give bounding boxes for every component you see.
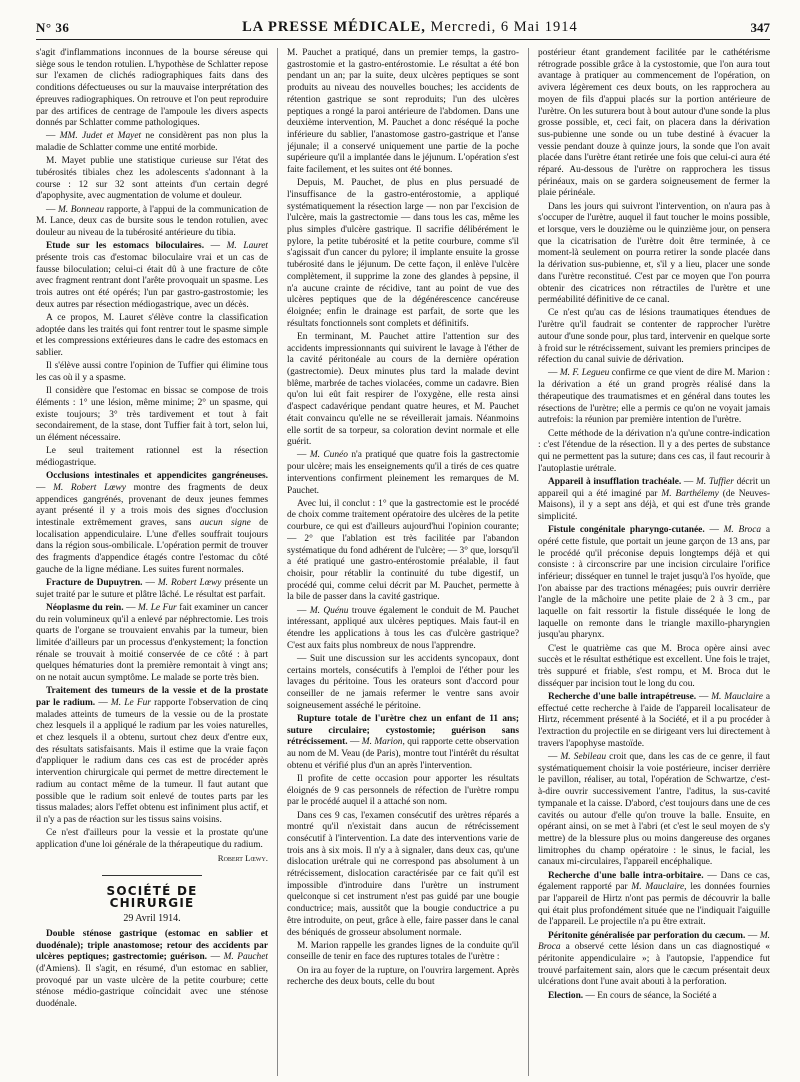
paragraph: Néoplasme du rein. — M. Le Fur fait examiner un cancer du rein volumineux qu'il a enlevé par néphrectomie. Les trois quarts de l'organe se trouvaient envahis par la tumeur, bien limitée d'ailleurs par un processus d'enkystement; la fonction rénale se trouvait à moitié conservée de ce côté : à part quelques hématuries dont la première remontait à vingt ans; on ne notait aucun symptôme. Le malade se porte très bien. <box>36 602 268 684</box>
author-signature: Robert Lœwy. <box>217 853 268 864</box>
page-header <box>36 14 770 40</box>
paragraph: — M. Quénu trouve également le conduit de M. Pauchet intéressant, appliqué aux ulcères peptiques. Mais faut-il en étendre les applications à tous les cas d'ulcère gastrique? C'est aux faits plus nombreux de nous l'apprendre. <box>287 605 519 651</box>
journal-name: LA PRESSE MÉDICALE, <box>242 19 426 35</box>
column-2 <box>287 48 519 1076</box>
paragraph: Traitement des tumeurs de la vessie et de la prostate par le radium. — M. Le Fur rapporte l'observation de cinq malades atteints de tumeurs de la vessie ou de la prostate chez lesquels il a appliqué le radium par les voies naturelles, et chez lesquels il a obtenu, surtout chez deux d'entre eux, des résultats satisfaisants. Mais il estime que la vraie façon d'appliquer le radium dans ces cas est de procéder après intervention chirurgicale qui permet de mettre directement le radium au contact même de la tumeur. Il faut autant que possible que le radium soit enlevé de toutes parts par les tissus malades; alors l'effet obtenu est infiniment plus actif, et il n'y a pas de réaction sur les tissus sains voisins. <box>36 686 268 825</box>
page-number: 347 <box>750 20 770 35</box>
paragraph: Occlusions intestinales et appendicites gangréneuses. — M. Robert Lœwy montre des fragments de deux appendices gangrénés, provenant de deux jeunes femmes ayant présenté il y a trois mois des signes d'occlusion intestinale extrêmement graves, sans aucun signe de localisation appendiculaire. L'une d'elles souffrait toujours dans la région sous-ombilicale. L'opération permit de trouver des fragments d'appendice étagés contre l'estomac du côté gauche de la ligne médiane. Les suites furent normales. <box>36 471 268 575</box>
paragraph: Recherche d'une balle intra-orbitaire. — Dans ce cas, également rapporté par M. Mauclaire, les données fournies par l'appareil de Hirtz n'ont pas permis de découvrir la balle qui était plus profondément située que ne l'indiquait l'aiguille de l'appareil. Le projectile n'a pu être extrait. <box>538 870 770 928</box>
paragraph: Ce n'est d'ailleurs pour la vessie et la prostate qu'une application d'une loi générale de la thérapeutique du radium. <box>36 828 268 850</box>
paragraph: M. Mayet publie une statistique curieuse sur l'état des tubérosités tibiales chez les adolescents s'adonnant à la course : 12 sur 32 sont atteints d'un certain degré d'apophysite, avec augmentation de volume et douleur. <box>36 156 268 202</box>
issue-number: N° 36 <box>36 20 70 35</box>
paragraph: Le seul traitement rationnel est la résection médiogastrique. <box>36 446 268 468</box>
paragraph: Double sténose gastrique (estomac en sablier et duodénale); triple anastomose; retour des accidents par ulcères peptiques; gastrectomie; guérison. — M. Pauchet (d'Amiens). Il s'agit, en résumé, d'un estomac en sablier, provoqué par un vaste ulcère de la petite courbure; cette sténose médio-gastrique coïncidait avec une sténose duodénale. <box>36 928 268 1010</box>
paragraph: Il considère que l'estomac en bissac se compose de trois éléments : 1° une lésion, même minime; 2° un spasme, qui existe toujours; 3° très tardivement et tout à fait secondairement, de la stase, dont Tuffier fait à tort, selon lui, un élément nécessaire. <box>36 386 268 443</box>
paragraph: — M. Sebileau croit que, dans les cas de ce genre, il faut systématiquement choisir la voie postérieure, inciser derrière le pavillon, réaliser, au total, l'opération de Schwartze, c'est-à-dire ouvrir successivement l'antre, l'aditus, la sus-cavité tympanale et la caisse. D'abord, c'est toujours dans une de ces cavités ou autour d'elle qu'on trouve la balle. Ensuite, en opérant ainsi, on se met à l'abri (et c'est le seul moyen de s'y mettre) de la blessure plus ou moins dangereuse des organes limitrophes du champ opératoire : le sinus, le facial, les canaux mi-circulaires, l'appareil encéphalique. <box>538 751 770 868</box>
column-rule <box>528 48 529 1076</box>
section-title: SOCIÉTÉ DE CHIRURGIE <box>102 875 202 909</box>
paragraph: Fracture de Dupuytren. — M. Robert Lœwy présente un sujet traité par le suture et plâtre lâché. Le résultat est parfait. <box>36 577 268 600</box>
paragraph: — MM. Judet et Mayet ne considèrent pas non plus la maladie de Schlatter comme une entité morbide. <box>36 131 268 154</box>
paragraph: Appareil à insufflation trachéale. — M. Tuffier décrit un appareil qui a été imaginé par M. Barthélemy (de Neuves-Maisons), il y a sept ans déjà, et qui est d'une très grande simplicité. <box>538 476 770 522</box>
paragraph: — M. F. Legueu confirme ce que vient de dire M. Marion : la dérivation a été un grand progrès réalisé dans la thérapeutique des traumatismes et en général dans toutes les résections de l'urètre; elle a permis ce qu'on ne voyait jamais autrefois: la réunion par première intention de l'urètre. <box>538 368 770 426</box>
paragraph: En terminant, M. Pauchet attire l'attention sur des accidents impressionnants qui suivirent le lavage à l'éther de la cavité péritonéale au cours de la dernière opération (gastrectomie). Deux minutes plus tard la malade devint blême, marbrée de taches violacées, comme un cadavre. Bien qu'on lui eût fait respirer de l'oxygène, elle resta ainsi d'aspect cadavérique pendant quatre heures, et M. Pauchet était convaincu qu'elle ne se réveillerait jamais. Néanmoins elle sortit de sa torpeur, sa coloration devint normale et elle guérit. <box>287 331 519 448</box>
issue-date: Mercredi, 6 Mai 1914 <box>430 19 578 35</box>
journal-title <box>242 19 578 36</box>
paragraph: — M. Cunéo n'a pratiqué que quatre fois la gastrectomie pour ulcère; mais les enseignements qu'il a tirés de ces quatre interventions confirment pleinement les remarques de M. Pauchet. <box>287 450 519 496</box>
paragraph: Fistule congénitale pharyngo-cutanée. — M. Broca a opéré cette fistule, que portait un jeune garçon de 13 ans, par le procédé qu'il préconise depuis longtemps déjà et qui consiste : à circonscrire par une incision circulaire l'orifice inférieur; disséquer en tunnel le trajet jusqu'à l'os hyoïde, que l'on abaisse par des tractions ménagées; puis ouvrir derrière l'angle de la mâchoire une petite plaie de 2 à 3 cm., par laquelle on fait ressortir la fistule disséquée le long de laquelle on remonte dans le triangle maxillo-pharyngien jusqu'au pharynx. <box>538 525 770 641</box>
paragraph: Election. — En cours de séance, la Société a <box>548 990 717 1001</box>
article-columns <box>36 48 770 1076</box>
paragraph: Péritonite généralisée par perforation du cæcum. — M. Broca a observé cette lésion dans un cas diagnostiqué « péritonite appendiculaire »; à l'autopsie, l'appendice fut trouvé parfaitement sain, alors que le cæcum présentait deux ulcérations dont l'une avait abouti à la perforation. <box>538 930 770 988</box>
paragraph: Dans les jours qui suivront l'intervention, on n'aura pas à s'occuper de l'urètre, auquel il faut toucher le moins possible, et lorsque, vers le douzième ou le quinzième jour, on pensera que la cicatrisation de l'urètre doit être terminée, à ce moment-là seulement on pourra retirer la sonde placée dans la dérivation sus-pubienne, et, s'il y a lieu, placer une sonde dans l'urètre reconstitué. C'est par ce moyen que l'on pourra obtenir des cicatrices non rétractiles de l'urètre et une perméabilité définitive de ce canal. <box>538 201 770 306</box>
paragraph: Ce n'est qu'au cas de lésions traumatiques étendues de l'urètre qu'il faudrait se contenter de rapprocher l'urètre autour d'une sonde pour, plus tard, intervenir en quelque sorte à froid sur le rétrécissement, suivant les premiers principes de réfection du canal suivie de dérivation. <box>538 308 770 366</box>
paragraph: M. Pauchet a pratiqué, dans un premier temps, la gastro-gastrostomie et la gastro-entérostomie. Le résultat a été bon pendant un an; par la suite, deux ulcères peptiques se sont produits au niveau des nouvelles bouches; les accidents de rétention gastrique se sont reproduits; l'un des ulcères peptiques a rongé la paroi antérieure de l'abdomen. Dans une deuxième intervention, M. Pauchet a donc réséqué la poche inférieure du sablier, l'anastomose gastro-gastrique et l'anse jéjunale; il a conservé uniquement une partie de la poche supérieure qu'il a implantée dans le jéjunum. L'opération s'est faite facilement, et les suites ont été bonnes. <box>287 48 519 176</box>
paragraph: C'est le quatrième cas que M. Broca opère ainsi avec succès et le résultat esthétique est excellent. Une fois le trajet, très suppuré et friable, s'est rompu, et M. Broca dut le disséquer par incision tout le long du cou. <box>538 643 770 689</box>
paragraph: Cette méthode de la dérivation n'a qu'une contre-indication : c'est l'étendue de la résection. Il y a des pertes de substance qui ne permettent pas la suture; dans ces cas, il faut recourir à l'autoplastie urétrale. <box>538 428 770 474</box>
paragraph: A ce propos, M. Lauret s'élève contre la classification adoptée dans les traités qui font rentrer tout le spasme simple et les compressions extérieures dans le cadre des estomacs en sablier. <box>36 312 268 359</box>
paragraph: Avec lui, il conclut : 1° que la gastrectomie est le procédé de choix comme traitement opératoire des ulcères de la petite courbure, ce qui est d'ailleurs aujourd'hui l'opinion courante; — 2° que l'ablation est très facilitée par l'abandon systématique du fond adhérent de l'ulcère; — 3° que, lorsqu'il a été pratiqué une gastro-entérostomie préalable, il faut choisir, pour rétablir la continuité du tube digestif, un procédé qui, comme celui décrit par M. Pauchet, permette à la bile de passer dans la cavité gastrique. <box>287 498 519 603</box>
paragraph: Rupture totale de l'urètre chez un enfant de 11 ans; suture circulaire; cystostomie; guérison sans rétrécissement. — M. Marion, qui rapporte cette observation au nom de M. Veau (de Paris), montre tout l'intérêt du résultat obtenu et vérifié plus d'un an après l'intervention. <box>287 713 519 771</box>
column-3 <box>538 48 770 1076</box>
paragraph: On ira au foyer de la rupture, on l'ouvrira largement. Après recherche des deux bouts, celle du bout <box>287 965 519 988</box>
paragraph: Recherche d'une balle intrapétreuse. — M. Mauclaire a effectué cette recherche à l'aide de l'appareil localisateur de Hirtz, récemment présenté à la Société, et il a pu procéder à l'extraction du projectile en se dirigeant vers lui directement à travers l'apophyse mastoïde. <box>538 691 770 749</box>
paragraph: Depuis, M. Pauchet, de plus en plus persuadé de l'insuffisance de la gastro-entérostomie, a appliqué systématiquement la résection large — non par l'excision de l'ulcère, mais la gastrectomie — dans tous les cas, même les plus simples d'ulcère gastrique. Il sacrifie délibérément le pylore, la petite tubérosité et la petite courbure, comme s'il s'agissait d'un cancer du pylore; il implante ensuite la grosse tubérosité dans le jéjunum. De cette façon, il enlève l'ulcère complètement, il supprime la zone des glandes à pepsine, il n'a aucune crainte de récidive, tant au point de vue des ulcères peptiques que de la dégénérescence cancéreuse éloignée; enfin le drainage est parfait, de sorte que les résultats fonctionnels sont complets et définitifs. <box>287 178 519 329</box>
column-rule <box>277 48 278 1076</box>
paragraph: — M. Bonneau rapporte, à l'appui de la communication de M. Lance, deux cas de bursite sous le tendon rotulien, avec douleur au niveau de la tubérosité antérieure du tibia. <box>36 204 268 239</box>
paragraph: postérieur étant grandement facilitée par le cathétérisme rétrograde possible grâce à la cystostomie, que l'on aura tout avantage à pratiquer au commencement de l'opération, on avivera légèrement ces deux bouts, on les rapprochera au moyen de fils d'appui placés sur la portion antérieure de l'urètre. On les suturera bout à bout autour d'une sonde la plus grosse possible, et, ceci fait, on placera dans la dérivation sus-pubienne une sonde ou un tube destiné à évacuer la vessie pendant douze à quinze jours, la sonde que l'on avait placée dans l'urètre étant retirée une fois que celui-ci aura été réparé. Au-dessous de l'urètre on rapprochera les tissus périnéaux, mais on se gardera soigneusement de fermer la plaie périnéale. <box>538 48 770 199</box>
paragraph: Il s'élève aussi contre l'opinion de Tuffier qui élimine tous les cas où il y a spasme. <box>36 361 268 383</box>
paragraph: — Suit une discussion sur les accidents syncopaux, dont certains mortels, consécutifs à l'emploi de l'éther pour les lavages du péritoine. Tous les orateurs sont d'accord pour conseiller de ne jamais refermer le ventre sans avoir soigneusement asséché le péritoine. <box>287 653 519 711</box>
section-date: 29 Avril 1914. <box>123 913 181 925</box>
paragraph: s'agit d'inflammations inconnues de la bourse séreuse qui siège sous le tendon rotulien. L'hypothèse de Schlatter repose sur l'examen de clichés radiographiques faits dans des conditions défectueuses ou sur la mauvaise interprétation des épreuves radiographiques. On retrouve et l'on peut reproduire par des artifices de centrage de l'ampoule les divers aspects donnés par Schlatter comme pathologiques. <box>36 48 268 129</box>
paragraph: M. Marion rappelle les grandes lignes de la conduite qu'il conseille de tenir en face des ruptures totales de l'urètre : <box>287 940 519 963</box>
paragraph: Il profite de cette occasion pour apporter les résultats éloignés de 9 cas personnels de réfection de l'urètre rompu par le procédé auquel il a attaché son nom. <box>287 773 519 808</box>
paragraph: Dans ces 9 cas, l'examen consécutif des urètres réparés a montré qu'il n'existait dans aucun de rétrécissement consécutif à l'intervention. La date des interventions varie de trois ans à six mois. Il n'y a à signaler, dans deux cas, qu'une dislocation urétrale qui ne correspond pas absolument à un rétrécissement, dislocation caractérisée par ce fait qu'il est impossible d'introduire dans l'urètre un instrument quelconque si cet instrument n'est pas guidé par une bougie conductrice; mais, aussitôt que la bougie conductrice a pu être introduite, on peut, grâce à elle, faire passer dans le canal des béniqués de grosseur absolument normale. <box>287 810 519 938</box>
paragraph: Etude sur les estomacs biloculaires. — M. Lauret présente trois cas d'estomac biloculaire vrai et un cas de fausse biloculation; celui-ci était dû à une fracture de côte avec fragment rentrant dont l'arête provoquait un spasme. Les trois autres ont été opérés; l'un par gastro-gastrostomie; les deux autres par résection médiogastrique, avec un décès. <box>36 241 268 310</box>
column-1 <box>36 48 268 1076</box>
